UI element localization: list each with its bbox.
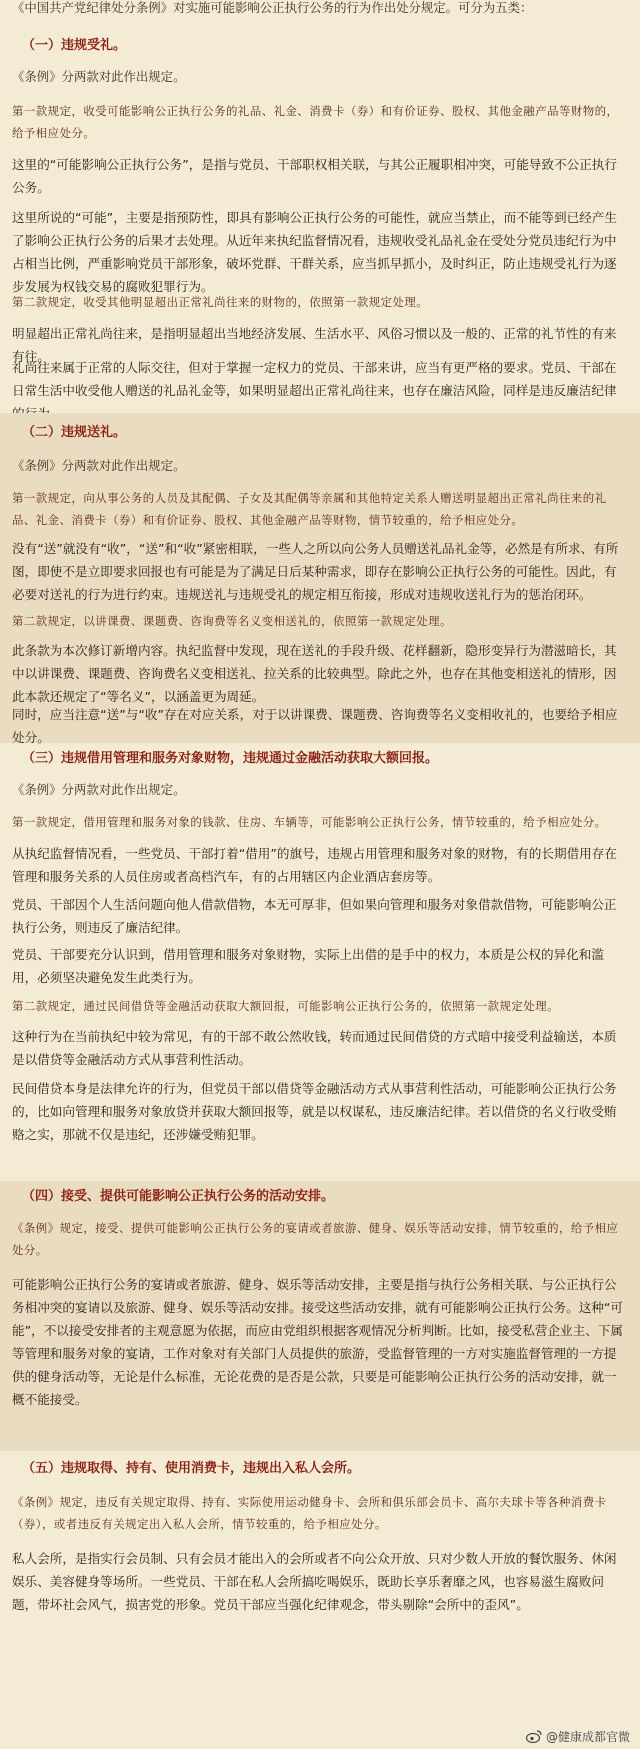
section-2-body-1: 没有“送”就没有“收”，“送”和“收”紧密相联，一些人之所以向公务人员赠送礼品礼金等，必然是有所求、有所图，即使不是立即要求回报也有可能是为了满足日后某种需求，即存在影响公正执行公务的可能性。因此，有必要对送礼的行为进行约束。违规送礼与违规受礼的规定相互衔接，形成对违规收送礼行为的惩治闭环。 bbox=[12, 541, 619, 602]
section-3-clause-1: 第一款规定，借用管理和服务对象的钱款、住房、车辆等，可能影响公正执行公务，情节较重的，给予相应处分。 bbox=[12, 815, 607, 829]
section-5 bbox=[0, 1451, 640, 1749]
section-2-body-2: 此条款为本次修订新增内容。执纪监督中发现，现在送礼的手段升级、花样翻新，隐形变异行为潜滋暗长，其中以讲课费、课题费、咨询费名义变相送礼、拉关系的比较典型。除此之外，也存在其他变相送礼的情形，因此本款还规定了“等名义”，以涵盖更为周延。 bbox=[12, 643, 617, 704]
section-4-body-1: 可能影响公正执行公务的宴请或者旅游、健身、娱乐等活动安排，主要是指与执行公务相关联、与公正执行公务相冲突的宴请以及旅游、健身、娱乐等活动安排。接受这些活动安排，就有可能影响公正执行公务。这种“可能”，不以接受安排者的主观意愿为依据，而应由党组织根据客观情况分析判断。比如，接受私营企业主、下属等管理和服务对象的宴请，工作对象对有关部门人员提供的旅游，受监督管理的一方对实施监督管理的一方提供的健身活动等，无论是什么标准，无论花费的是否是公款，只要是可能影响公正执行公务的活动安排，就一概不能接受。 bbox=[12, 1277, 624, 1407]
section-1-body-2: 这里所说的“可能”，主要是指预防性，即具有影响公正执行公务的可能性，就应当禁止，而不能等到已经产生了影响公正执行公务的后果才去处理。从近年来执纪监督情况看，违规收受礼品礼金在受处分党员违纪行为中占相当比例，严重影响党员干部形象，破坏党群、干群关系，应当抓早抓小，及时纠正，防止违规受礼行为逐步发展为权钱交易的腐败犯罪行为。 bbox=[12, 210, 617, 294]
section-3-body-5: 民间借贷本身是法律允许的行为，但党员干部以借贷等金融活动方式从事营利性活动，可能影响公正执行公务的，比如向管理和服务对象放贷并获取大额回报等，就是以权谋私，违反廉洁纪律。若以借贷的名义行收受贿赂之实，那就不仅是违纪，还涉嫌受贿犯罪。 bbox=[12, 1081, 617, 1142]
section-1-body-4: 礼尚往来属于正常的人际交往，但对于掌握一定权力的党员、干部来讲，应当有更严格的要求。党员、干部在日常生活中收受他人赠送的礼品礼金等，如果明显超出正常礼尚往来，也存在廉洁风险，同样是违反廉洁纪律 bbox=[12, 360, 617, 398]
section-2-body-3: 同时，应当注意“送”与“收”存在对应关系，对于以讲课费、课题费、咨询费等名义变相收礼的，也要给予相应处分。 bbox=[12, 707, 618, 745]
section-4 bbox=[0, 1181, 640, 1451]
watermark bbox=[526, 1728, 630, 1745]
section-5-heading: （五）违规取得、持有、使用消费卡，违规出入私人会所。 bbox=[22, 1461, 361, 1476]
section-4-heading: （四）接受、提供可能影响公正执行公务的活动安排。 bbox=[22, 1189, 335, 1204]
section-2 bbox=[0, 413, 640, 743]
section-5-clause-1: 《条例》规定，违反有关规定取得、持有、实际使用运动健身卡、会所和俱乐部会员卡、高尔夫球卡等各种消费卡（券），或者违反有关规定出入私人会所，情节较重的，给予相应处分。 bbox=[12, 1495, 607, 1531]
section-3-clause-2: 第二款规定，通过民间借贷等金融活动获取大额回报，可能影响公正执行公务的，依照第一款规定处理。 bbox=[12, 999, 559, 1013]
section-3-heading: （三）违规借用管理和服务对象财物，违规通过金融活动获取大额回报。 bbox=[22, 751, 439, 766]
section-2-heading: （二）违规送礼。 bbox=[22, 425, 127, 440]
section-3-body-3: 党员、干部要充分认识到，借用管理和服务对象财物，实际上出借的是手中的权力，本质是公权的异化和滥用，必须坚决避免发生此类行为。 bbox=[12, 947, 604, 985]
intro-text: 《中国共产党纪律处分条例》对实施可能影响公正执行公务的行为作出处分规定。可分为五类： bbox=[12, 0, 533, 15]
section-3-body-2: 党员、干部因个人生活问题向他人借款借物，本无可厚非，但如果向管理和服务对象借款借物，可能影响公正执行公务，则违反了廉洁纪律。 bbox=[12, 897, 617, 935]
section-1 bbox=[0, 18, 640, 413]
intro-section bbox=[0, 0, 640, 18]
section-2-clause-2: 第二款规定，以讲课费、课题费、咨询费等名义变相送礼的，依照第一款规定处理。 bbox=[12, 614, 452, 628]
section-1-heading: （一）违规受礼。 bbox=[22, 38, 127, 53]
weibo-icon bbox=[526, 1730, 542, 1743]
section-1-body-3: 明显超出正常礼尚往来，是指明显超出当地经济发展、生活水平、风俗习惯以及一般的、正常的礼节性的有来有往。 bbox=[12, 326, 617, 364]
section-2-clause-1: 第一款规定，向从事公务的人员及其配偶、子女及其配偶等亲属和其他特定关系人赠送明显超出正常礼尚往来的礼品、礼金、消费卡（券）和有价证券、股权、其他金融产品等财物，情节较重的，给予相应处分。 bbox=[12, 491, 607, 527]
section-3-lead: 《条例》分两款对此作出规定。 bbox=[12, 782, 186, 797]
section-1-body-1: 这里的“可能影响公正执行公务”，是指与党员、干部职权相关联，与其公正履职相冲突，可能导致不公正执行公务。 bbox=[12, 157, 617, 195]
section-5-body-1: 私人会所，是指实行会员制、只有会员才能出入的会所或者不向公众开放、只对少数人开放的餐饮服务、休闲娱乐、美容健身等场所。一些党员、干部在私人会所搞吃喝娱乐，既助长享乐奢靡之风，也容易滋生腐败问题，带坏社会风气，损害党的形象。党员干部应当强化纪律观念，带头剔除“会所中的歪风”。 bbox=[12, 1551, 617, 1612]
section-1-clause-1: 第一款规定，收受可能影响公正执行公务的礼品、礼金、消费卡（券）和有价证券、股权、其他金融产品等财物的，给予相应处分。 bbox=[12, 104, 619, 140]
section-2-lead: 《条例》分两款对此作出规定。 bbox=[12, 458, 186, 473]
section-4-clause-1: 《条例》规定，接受、提供可能影响公正执行公务的宴请或者旅游、健身、娱乐等活动安排，情节较重的，给予相应处分。 bbox=[12, 1221, 619, 1257]
section-3 bbox=[0, 743, 640, 1181]
section-3-body-4: 这种行为在当前执纪中较为常见，有的干部不敢公然收钱，转而通过民间借贷的方式暗中接受利益输送，本质是以借贷等金融活动方式从事营利性活动。 bbox=[12, 1029, 617, 1067]
watermark-text: @健康成都官微 bbox=[545, 1730, 630, 1744]
section-3-body-1: 从执纪监督情况看，一些党员、干部打着“借用”的旗号，违规占用管理和服务对象的财物，有的长期借用存在管理和服务关系的人员住房或者高档汽车，有的占用辖区内企业酒店套房等。 bbox=[12, 846, 617, 884]
section-1-clause-2: 第二款规定，收受其他明显超出正常礼尚往来的财物的，依照第一款规定处理。 bbox=[12, 295, 429, 309]
section-1-lead: 《条例》分两款对此作出规定。 bbox=[12, 69, 186, 84]
